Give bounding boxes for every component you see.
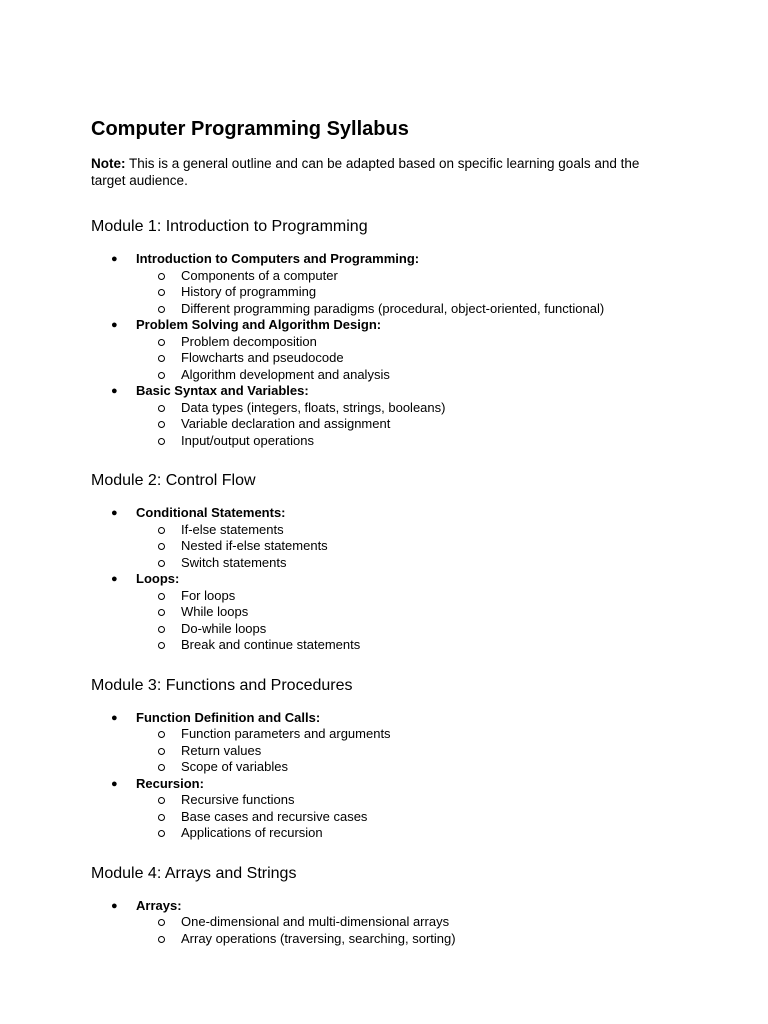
- subtopic-text: Flowcharts and pseudocode: [181, 350, 344, 365]
- subtopic-item: [136, 914, 691, 931]
- hollow-circle-bullet-icon: [158, 339, 165, 346]
- topic-label: Introduction to Computers and Programming:: [136, 251, 420, 266]
- hollow-circle-bullet-icon: [158, 527, 165, 534]
- hollow-circle-bullet-icon: [158, 560, 165, 567]
- hollow-circle-bullet-icon: [158, 731, 165, 738]
- module-section: [91, 864, 691, 948]
- subtopic-item: [136, 726, 691, 743]
- hollow-circle-bullet-icon: [158, 543, 165, 550]
- modules-container: [91, 217, 691, 947]
- note-paragraph: [91, 155, 671, 189]
- bullet-icon: ●: [111, 777, 118, 790]
- hollow-circle-bullet-icon: [158, 797, 165, 804]
- hollow-circle-bullet-icon: [158, 814, 165, 821]
- hollow-circle-bullet-icon: [158, 936, 165, 943]
- bullet-icon: ●: [111, 253, 118, 265]
- subtopic-text: If-else statements: [181, 521, 284, 537]
- subtopic-item: [136, 301, 691, 318]
- subtopic-item: [136, 350, 691, 367]
- subtopic-item: [136, 792, 691, 809]
- subtopic-item: [136, 588, 691, 605]
- hollow-circle-bullet-icon: [158, 355, 165, 362]
- module-section: [91, 217, 691, 449]
- subtopic-item: [136, 268, 691, 285]
- subtopic-item: [136, 367, 691, 384]
- topic-item: [91, 571, 691, 654]
- subtopic-item: [136, 604, 691, 621]
- subtopic-text: Function parameters and arguments: [181, 726, 391, 741]
- topic-label: Function Definition and Calls:: [136, 709, 321, 725]
- topic-list: [91, 710, 691, 842]
- subtopic-item: [136, 743, 691, 760]
- subtopic-list: [136, 522, 691, 572]
- module-heading: Module 3: Functions and Procedures: [91, 676, 353, 694]
- hollow-circle-bullet-icon: [158, 609, 165, 616]
- subtopic-item: [136, 400, 691, 417]
- topic-item: [91, 505, 691, 571]
- subtopic-text: Switch statements: [181, 554, 287, 570]
- subtopic-text: Nested if-else statements: [181, 538, 328, 553]
- bullet-icon: ●: [111, 385, 118, 397]
- topic-list: [91, 251, 691, 449]
- subtopic-text: Components of a computer: [181, 267, 338, 283]
- subtopic-list: [136, 726, 691, 776]
- subtopic-item: [136, 759, 691, 776]
- subtopic-list: [136, 334, 691, 384]
- subtopic-text: Input/output operations: [181, 432, 314, 448]
- subtopic-list: [136, 792, 691, 842]
- subtopic-text: Different programming paradigms (procedural, object-oriented, functional): [181, 300, 605, 316]
- subtopic-text: Base cases and recursive cases: [181, 808, 368, 824]
- subtopic-text: Break and continue statements: [181, 637, 361, 652]
- topic-list: [91, 505, 691, 654]
- note-text: This is a general outline and can be adapted based on specific learning goals and the target audience.: [91, 156, 640, 188]
- subtopic-item: [136, 522, 691, 539]
- note-label: Note:: [91, 156, 126, 171]
- bullet-icon: ●: [111, 573, 118, 585]
- subtopic-item: [136, 555, 691, 572]
- topic-label: Loops:: [136, 571, 180, 586]
- subtopic-text: Problem decomposition: [181, 333, 317, 349]
- hollow-circle-bullet-icon: [158, 919, 165, 926]
- topic-item: [91, 776, 691, 842]
- topic-item: [91, 317, 691, 383]
- hollow-circle-bullet-icon: [158, 593, 165, 600]
- subtopic-item: [136, 637, 691, 654]
- hollow-circle-bullet-icon: [158, 764, 165, 771]
- bullet-icon: ●: [111, 711, 118, 724]
- module-heading: Module 4: Arrays and Strings: [91, 864, 297, 882]
- page-title: Computer Programming Syllabus: [91, 118, 409, 140]
- subtopic-item: [136, 809, 691, 826]
- topic-label: Recursion:: [136, 775, 204, 791]
- module-section: [91, 676, 691, 842]
- subtopic-text: Data types (integers, floats, strings, booleans): [181, 399, 446, 415]
- topic-item: [91, 383, 691, 449]
- subtopic-item: [136, 538, 691, 555]
- topic-item: [91, 251, 691, 317]
- hollow-circle-bullet-icon: [158, 626, 165, 633]
- hollow-circle-bullet-icon: [158, 421, 165, 428]
- topic-label: Conditional Statements:: [136, 505, 286, 520]
- hollow-circle-bullet-icon: [158, 273, 165, 280]
- subtopic-item: [136, 825, 691, 842]
- hollow-circle-bullet-icon: [158, 748, 165, 755]
- subtopic-item: [136, 334, 691, 351]
- topic-label: Problem Solving and Algorithm Design:: [136, 317, 382, 332]
- topic-label: Basic Syntax and Variables:: [136, 383, 309, 398]
- document-page: [91, 116, 691, 947]
- subtopic-list: [136, 588, 691, 654]
- hollow-circle-bullet-icon: [158, 830, 165, 837]
- subtopic-list: [136, 268, 691, 318]
- subtopic-text: Algorithm development and analysis: [181, 366, 390, 382]
- subtopic-text: For loops: [181, 587, 236, 603]
- hollow-circle-bullet-icon: [158, 372, 165, 379]
- topic-list: [91, 898, 691, 948]
- subtopic-list: [136, 914, 691, 947]
- hollow-circle-bullet-icon: [158, 289, 165, 296]
- hollow-circle-bullet-icon: [158, 306, 165, 313]
- module-heading: Module 1: Introduction to Programming: [91, 218, 368, 235]
- bullet-icon: ●: [111, 899, 118, 912]
- subtopic-text: Do-while loops: [181, 620, 267, 636]
- subtopic-text: History of programming: [181, 284, 317, 299]
- subtopic-text: Variable declaration and assignment: [181, 416, 391, 431]
- module-heading: Module 2: Control Flow: [91, 472, 256, 489]
- subtopic-item: [136, 416, 691, 433]
- subtopic-text: Applications of recursion: [181, 825, 323, 840]
- subtopic-text: Scope of variables: [181, 759, 288, 774]
- subtopic-item: [136, 433, 691, 450]
- subtopic-text: Return values: [181, 742, 262, 758]
- bullet-icon: ●: [111, 507, 118, 519]
- subtopic-text: One-dimensional and multi-dimensional arrays: [181, 914, 450, 929]
- subtopic-item: [136, 284, 691, 301]
- hollow-circle-bullet-icon: [158, 642, 165, 649]
- topic-item: [91, 898, 691, 948]
- subtopic-text: Array operations (traversing, searching, sorting): [181, 930, 456, 946]
- subtopic-item: [136, 931, 691, 948]
- hollow-circle-bullet-icon: [158, 438, 165, 445]
- subtopic-text: While loops: [181, 604, 249, 619]
- module-section: [91, 471, 691, 654]
- hollow-circle-bullet-icon: [158, 405, 165, 412]
- subtopic-text: Recursive functions: [181, 792, 295, 807]
- subtopic-item: [136, 621, 691, 638]
- subtopic-list: [136, 400, 691, 450]
- topic-label: Arrays:: [136, 897, 182, 913]
- bullet-icon: ●: [111, 319, 118, 331]
- topic-item: [91, 710, 691, 776]
